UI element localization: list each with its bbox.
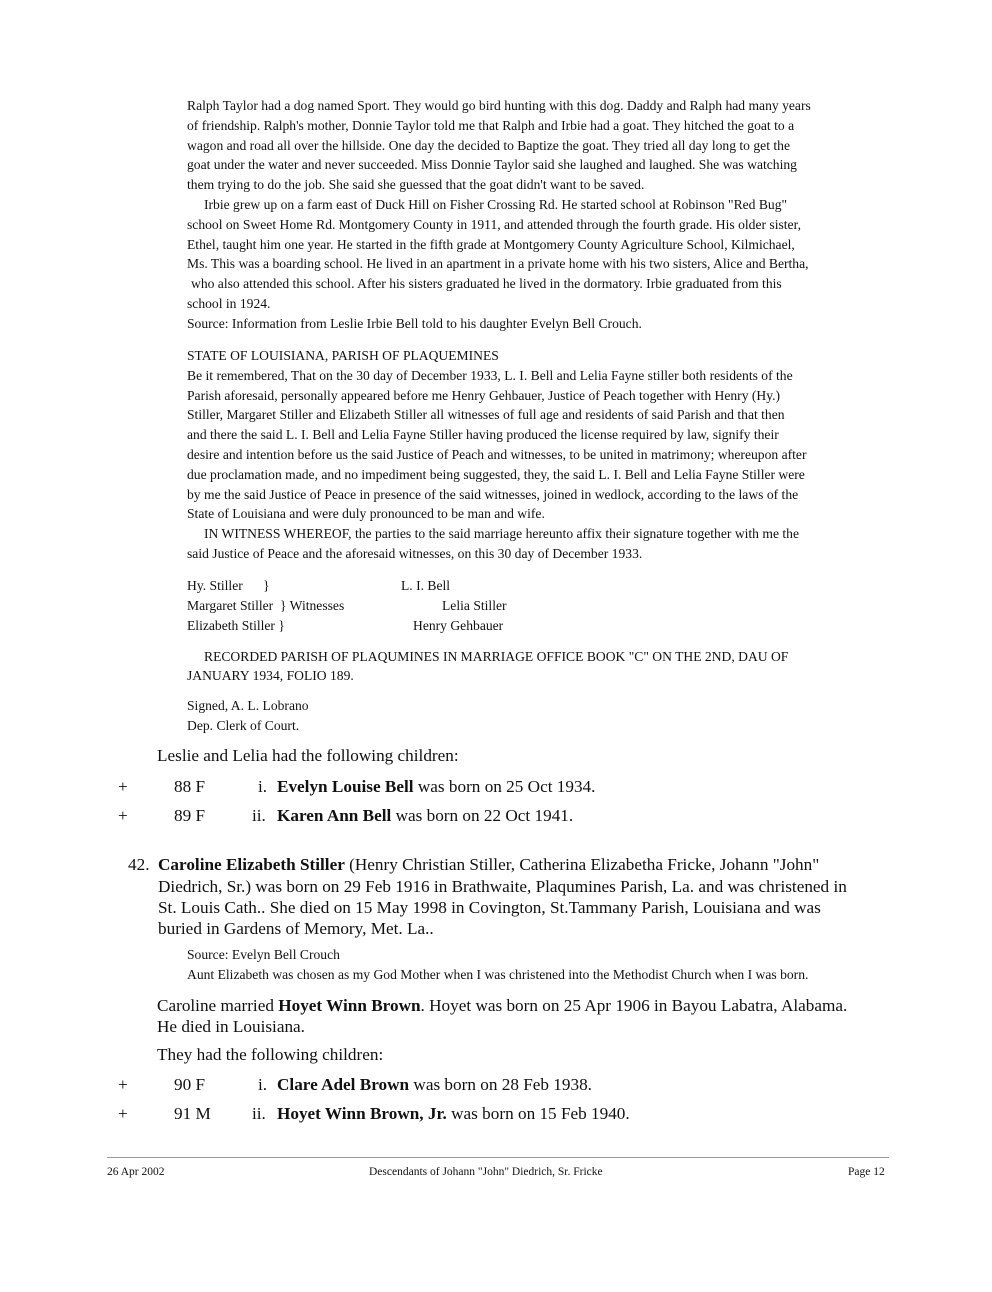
text-line: Stiller, Margaret Stiller and Elizabeth Stiller all witnesses of full age and residents of said Parish and that then (187, 407, 785, 423)
text-line: school on Sweet Home Rd. Montgomery County in 1911, and attended through the fourth grade. His older sister, (187, 216, 801, 232)
text-line: wagon and road all over the hillside. One day the decided to Baptize the goat. They tried all day long to get the (187, 137, 790, 153)
lineage-text: (Henry Christian Stiller, Catherina Elizabetha Fricke, Johann "John" (344, 855, 820, 874)
text-line: Source: Information from Leslie Irbie Bell told to his daughter Evelyn Bell Crouch. (187, 315, 642, 331)
child-number: 91 M (174, 1104, 211, 1123)
text-line: and there the said L. I. Bell and Lelia Fayne Stiller having produced the license required by law, signify their (187, 427, 779, 443)
text-line: school in 1924. (187, 295, 271, 311)
text-line: who also attended this school. After his sisters graduated he lived in the dormatory. Irbie graduated from this (191, 276, 782, 292)
child-entry (277, 806, 573, 826)
signature-name: Lelia Stiller (442, 598, 507, 613)
child-birth: was born on 25 Oct 1934. (413, 777, 596, 796)
children-intro: Leslie and Lelia had the following children: (157, 746, 459, 765)
signature-name: L. I. Bell (401, 578, 451, 593)
marriage-line (157, 996, 847, 1016)
person-name: Caroline Elizabeth Stiller (158, 855, 345, 874)
text-line: Irbie grew up on a farm east of Duck Hill on Fisher Crossing Rd. He started school at Robinson "Red Bug" (204, 197, 788, 212)
child-number: 90 F (174, 1075, 206, 1094)
witness-name: Margaret Stiller } Witnesses (187, 598, 345, 613)
child-number: 89 F (174, 806, 206, 825)
paragraph-irbie-school (187, 195, 907, 334)
text-line: said Justice of Peace and the aforesaid witnesses, on this 30 day of December 1933. (187, 545, 643, 561)
entry-text-line: Diedrich, Sr.) was born on 29 Feb 1916 in Brathwaite, Plaqumines Parish, La. and was christened in (158, 877, 847, 896)
child-roman: ii. (252, 806, 266, 825)
child-number: 88 F (174, 777, 206, 796)
entry-number: 42. (128, 855, 150, 874)
witness-name: Hy. Stiller } (187, 578, 270, 593)
descendant-marker: + (118, 1104, 128, 1123)
text-line: Ralph Taylor had a dog named Sport. They would go bird hunting with this dog. Daddy and Ralph had many years (187, 98, 811, 113)
child-entry (277, 1104, 630, 1124)
text-line: Ethel, taught him one year. He started in the fifth grade at Montgomery County Agriculture School, Kilmichael, (187, 236, 795, 252)
descendant-marker: + (118, 806, 128, 825)
child-birth: was born on 15 Feb 1940. (446, 1104, 630, 1123)
child-roman: i. (258, 1075, 268, 1094)
witness-name: Elizabeth Stiller } (187, 618, 285, 633)
child-roman: i. (258, 777, 268, 796)
spouse-name: Hoyet Winn Brown (278, 996, 421, 1015)
child-entry (277, 777, 595, 797)
marriage-line: He died in Louisiana. (157, 1017, 305, 1036)
text-line: STATE OF LOUISIANA, PARISH OF PLAQUEMINES (187, 348, 499, 363)
child-name: Karen Ann Bell (277, 806, 392, 825)
source-line: Source: Evelyn Bell Crouch (187, 947, 340, 962)
child-birth: was born on 28 Feb 1938. (409, 1075, 592, 1094)
text-line: them trying to do the job. She said she guessed that the goat didn't want to be saved. (187, 177, 645, 193)
recorded-line: RECORDED PARISH OF PLAQUMINES IN MARRIAGE OFFICE BOOK "C" ON THE 2ND, DAU OF (204, 649, 789, 664)
child-name: Evelyn Louise Bell (277, 777, 414, 796)
text-line: Ms. This was a boarding school. He lived in an apartment in a private home with his two sisters, Alice and Bertha, (187, 256, 809, 272)
marriage-record (187, 346, 907, 564)
text-line: due proclamation made, and no impediment being suggested, they, the said L. I. Bell and Lelia Fayne Stiller were (187, 466, 805, 482)
child-entry (277, 1075, 592, 1095)
text-line: by me the said Justice of Peace in presence of the said witnesses, joined in wedlock, according to the laws of the (187, 486, 799, 502)
signed-line: Dep. Clerk of Court. (187, 718, 300, 733)
child-roman: ii. (252, 1104, 266, 1123)
child-name: Clare Adel Brown (277, 1075, 410, 1094)
paragraph-ralph-taylor (187, 96, 907, 195)
recorded-line: JANUARY 1934, FOLIO 189. (187, 668, 354, 683)
footer-page-number: Page 12 (848, 1166, 885, 1178)
text-line: IN WITNESS WHEREOF, the parties to the said marriage hereunto affix their signature together with me the (204, 526, 799, 542)
text-line: of friendship. Ralph's mother, Donnie Taylor told me that Ralph and Irbie had a goat. They hitched the goat to a (187, 117, 795, 133)
text-line: desire and intention before us the said Justice of Peach and witnesses, to be united in matrimony; whereupon after (187, 446, 807, 462)
note-line: Aunt Elizabeth was chosen as my God Mother when I was christened into the Methodist Church when I was born. (187, 967, 809, 982)
marriage-text: . Hoyet was born on 25 Apr 1906 in Bayou Labatra, Alabama. (420, 996, 848, 1015)
marriage-text: Caroline married (157, 996, 279, 1015)
child-birth: was born on 22 Oct 1941. (391, 806, 574, 825)
descendant-marker: + (118, 777, 128, 796)
signature-name: Henry Gehbauer (413, 618, 504, 633)
descendant-marker: + (118, 1075, 128, 1094)
footer-title: Descendants of Johann "John" Diedrich, Sr. Fricke (369, 1166, 603, 1178)
entry-text-line: buried in Gardens of Memory, Met. La.. (158, 919, 434, 938)
entry-text-line: St. Louis Cath.. She died on 15 May 1998 in Covington, St.Tammany Parish, Louisiana and was (158, 898, 821, 917)
footer-date: 26 Apr 2002 (107, 1166, 165, 1178)
children-intro: They had the following children: (157, 1045, 384, 1064)
text-line: Parish aforesaid, personally appeared before me Henry Gehbauer, Justice of Peach together with Henry (Hy.) (187, 387, 781, 403)
text-line: goat under the water and never succeeded. Miss Donnie Taylor said she laughed and laughed. She was watching (187, 157, 797, 173)
signed-line: Signed, A. L. Lobrano (187, 698, 309, 713)
text-line: State of Louisiana and were duly pronounced to be man and wife. (187, 506, 545, 522)
text-line: Be it remembered, That on the 30 day of December 1933, L. I. Bell and Lelia Fayne stiller both residents of the (187, 367, 793, 383)
footer-divider (107, 1157, 889, 1158)
child-name: Hoyet Winn Brown, Jr. (277, 1104, 447, 1123)
entry-heading (158, 855, 819, 875)
